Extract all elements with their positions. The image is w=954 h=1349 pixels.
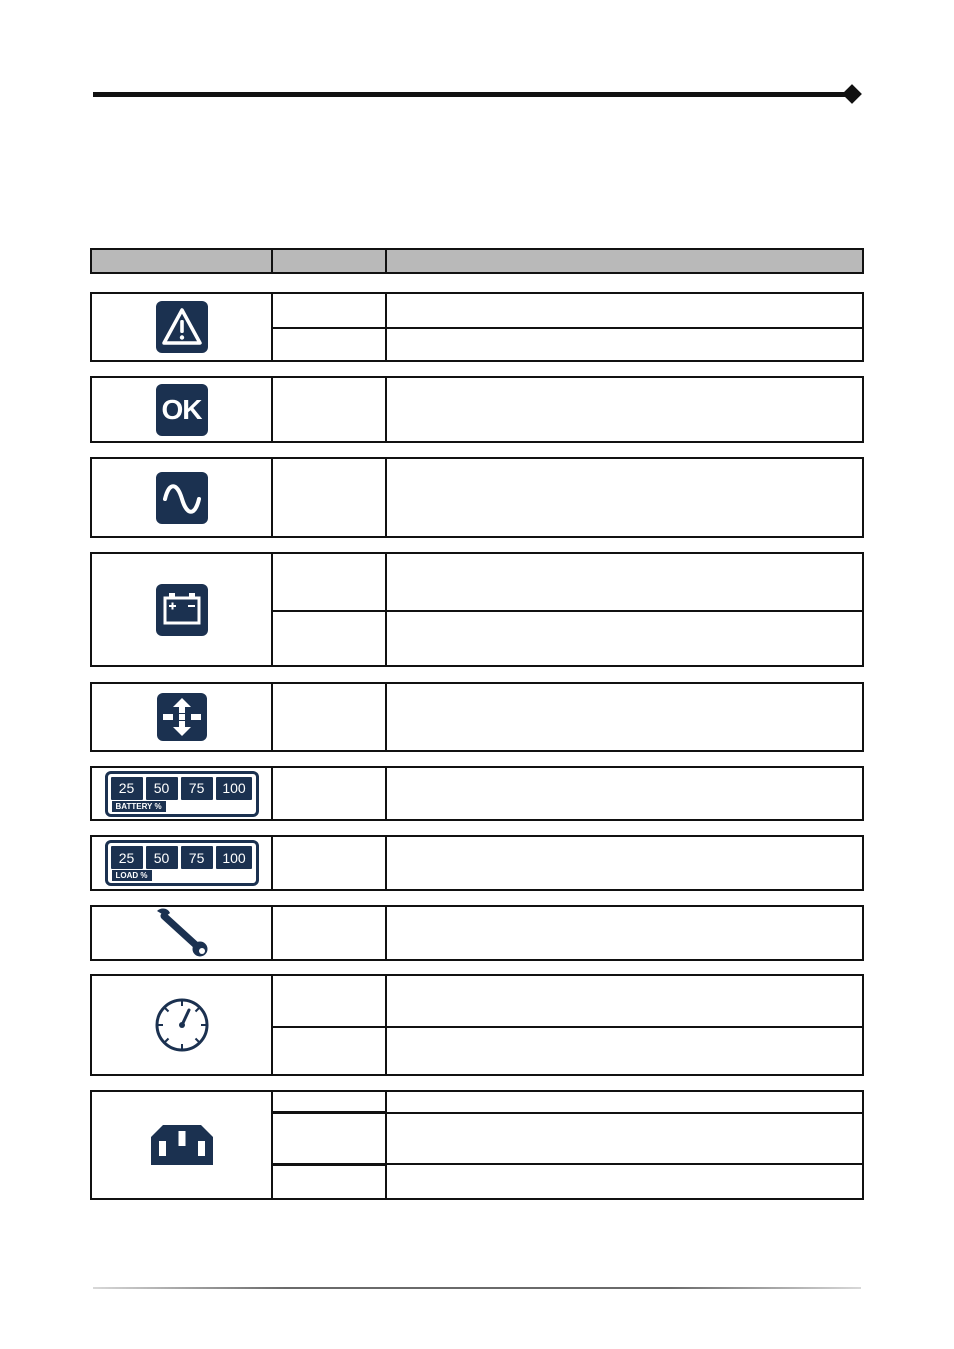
- table-row: [90, 552, 864, 667]
- battery-level-100: 100: [216, 777, 253, 800]
- table-row: [90, 835, 864, 891]
- battery-icon: [156, 584, 208, 636]
- sine-wave-icon: [156, 472, 208, 524]
- table-header: [90, 248, 864, 274]
- table-row: [90, 766, 864, 821]
- header-cell-icon: [92, 250, 273, 272]
- table-row: [90, 292, 864, 362]
- battery-level-75: 75: [181, 777, 213, 800]
- load-level-25: 25: [111, 846, 143, 869]
- ok-icon-label: OK: [161, 393, 202, 425]
- battery-level-50: 50: [146, 777, 178, 800]
- table-row: [90, 682, 864, 752]
- top-rule: [93, 92, 849, 97]
- battery-level-25: 25: [111, 777, 143, 800]
- timer-icon: [153, 996, 211, 1054]
- battery-gauge-label: BATTERY %: [112, 801, 166, 812]
- load-level-75: 75: [181, 846, 213, 869]
- table-row: [90, 376, 864, 443]
- battery-level-gauge: [105, 771, 259, 817]
- warning-icon: [156, 301, 208, 353]
- load-gauge-label: LOAD %: [112, 870, 152, 881]
- table-row: [90, 974, 864, 1076]
- table-row: [90, 457, 864, 538]
- load-level-100: 100: [216, 846, 253, 869]
- bottom-rule: [93, 1287, 861, 1289]
- header-cell-status: [273, 250, 387, 272]
- outlet-icon: [149, 1123, 215, 1167]
- wrench-icon: [153, 907, 211, 959]
- ok-icon: [156, 384, 208, 436]
- table-row: [90, 905, 864, 961]
- header-cell-description: [387, 250, 862, 272]
- top-rule-diamond: [842, 84, 862, 104]
- load-level-50: 50: [146, 846, 178, 869]
- load-level-gauge: [105, 840, 259, 886]
- table-row: [90, 1090, 864, 1200]
- bypass-arrows-icon: [157, 693, 207, 741]
